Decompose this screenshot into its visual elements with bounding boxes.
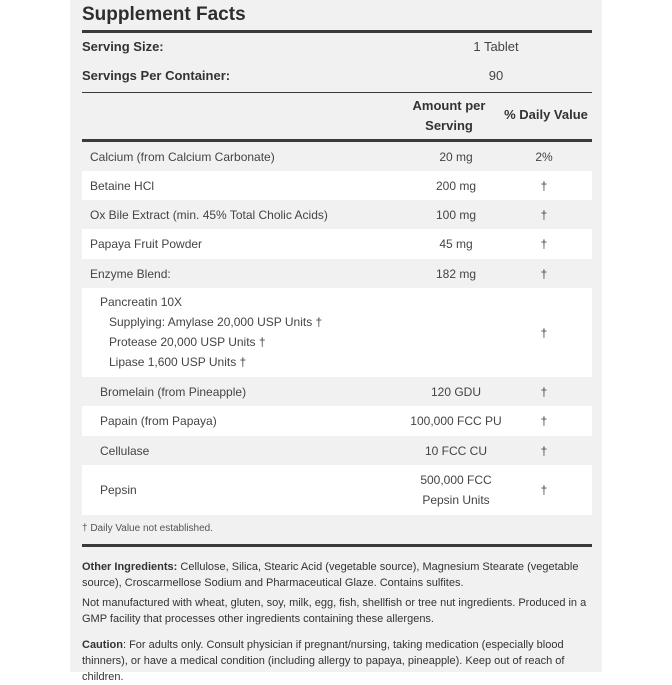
- enzyme-amount: 10 FCC CU: [424, 443, 487, 458]
- pancreatin-amylase: Supplying: Amylase 20,000 USP Units †: [109, 315, 323, 329]
- pancreatin-row: [82, 288, 592, 377]
- panel-title: Supplement Facts: [82, 4, 246, 25]
- enzyme-row: [82, 406, 592, 436]
- enzyme-name: Papain (from Papaya): [100, 414, 217, 428]
- pepsin-dv: †: [540, 483, 548, 497]
- allergen-note: Not manufactured with wheat, gluten, soy, milk, egg, fish, shellfish or tree nut ingredients. Produced in a GMP facility that processes other ingredients containing these allergens.: [82, 597, 587, 625]
- pancreatin-dv: †: [540, 325, 548, 340]
- daily-value-footnote: † Daily Value not established.: [82, 523, 214, 534]
- nutrient-amount: 20 mg: [439, 149, 473, 164]
- enzyme-row: [82, 436, 592, 465]
- caution-text: [82, 637, 594, 685]
- enzyme-name: Bromelain (from Pineapple): [100, 384, 247, 399]
- nutrient-row: [82, 229, 592, 259]
- nutrient-row: [82, 200, 592, 229]
- amount-column-header: [398, 96, 500, 136]
- enzyme-row: [82, 377, 592, 406]
- enzyme-amount: 100,000 FCC PU: [410, 414, 502, 428]
- servings-per-container-value: 90: [488, 68, 504, 83]
- enzyme-name: Cellulase: [100, 443, 150, 458]
- nutrient-name: Calcium (from Calcium Carbonate): [90, 149, 275, 164]
- amount-header-line2: Serving: [425, 118, 473, 133]
- nutrient-dv: †: [540, 207, 548, 222]
- pepsin-amount-line2: Pepsin Units: [422, 493, 490, 507]
- nutrient-name: Ox Bile Extract (min. 45% Total Cholic Acids): [90, 207, 328, 222]
- pancreatin-protease: Protease 20,000 USP Units †: [109, 335, 266, 349]
- nutrient-row: [82, 259, 592, 288]
- caution-body: : For adults only. Consult physician if pregnant/nursing, taking medication (especially blood thinners), or have a medical condition (including allergy to papaya, pineapple). Keep out of reach of children.: [82, 639, 565, 683]
- pepsin-row: [82, 465, 592, 515]
- other-ingredients-label: Other Ingredients:: [82, 561, 178, 573]
- meta-divider: [82, 92, 592, 93]
- daily-value-column-header: % Daily Value: [504, 107, 588, 122]
- enzyme-dv: †: [540, 384, 548, 399]
- enzyme-dv: †: [540, 443, 548, 458]
- nutrient-dv: †: [540, 178, 548, 193]
- servings-per-container-label: Servings Per Container:: [82, 68, 231, 83]
- other-ingredients-text: Cellulose, Silica, Stearic Acid (vegetable source), Magnesium Stearate (vegetable source), Croscarmellose Sodium and Pharmaceutical Glaze. Contains sulfites.: [82, 561, 579, 589]
- nutrient-name: Betaine HCl: [90, 178, 155, 193]
- pancreatin-lipase: Lipase 1,600 USP Units †: [109, 355, 247, 369]
- pancreatin-name: Pancreatin 10X: [100, 295, 183, 309]
- nutrient-name: Papaya Fruit Powder: [90, 237, 203, 251]
- nutrient-amount: 182 mg: [435, 266, 477, 281]
- nutrient-dv: 2%: [535, 149, 553, 164]
- serving-size-value: 1 Tablet: [473, 39, 519, 54]
- nutrient-amount: 45 mg: [439, 237, 473, 251]
- nutrient-dv: †: [540, 266, 548, 281]
- caution-label: Caution: [82, 639, 123, 651]
- serving-size-label: Serving Size:: [82, 39, 164, 54]
- pepsin-amount-line1: 500,000 FCC: [420, 473, 492, 487]
- nutrient-dv: †: [540, 237, 548, 251]
- footnote-divider: [82, 544, 592, 547]
- enzyme-amount: 120 GDU: [430, 384, 482, 399]
- amount-header-line1: Amount per: [412, 98, 486, 113]
- enzyme-dv: †: [540, 414, 548, 428]
- nutrient-amount: 100 mg: [435, 207, 477, 222]
- other-ingredients: [82, 559, 594, 591]
- nutrient-name: Enzyme Blend:: [90, 266, 171, 281]
- pepsin-name: Pepsin: [100, 483, 137, 497]
- nutrient-row: [82, 142, 592, 171]
- nutrient-row: [82, 171, 592, 200]
- title-divider: [82, 30, 592, 33]
- nutrient-amount: 200 mg: [435, 178, 477, 193]
